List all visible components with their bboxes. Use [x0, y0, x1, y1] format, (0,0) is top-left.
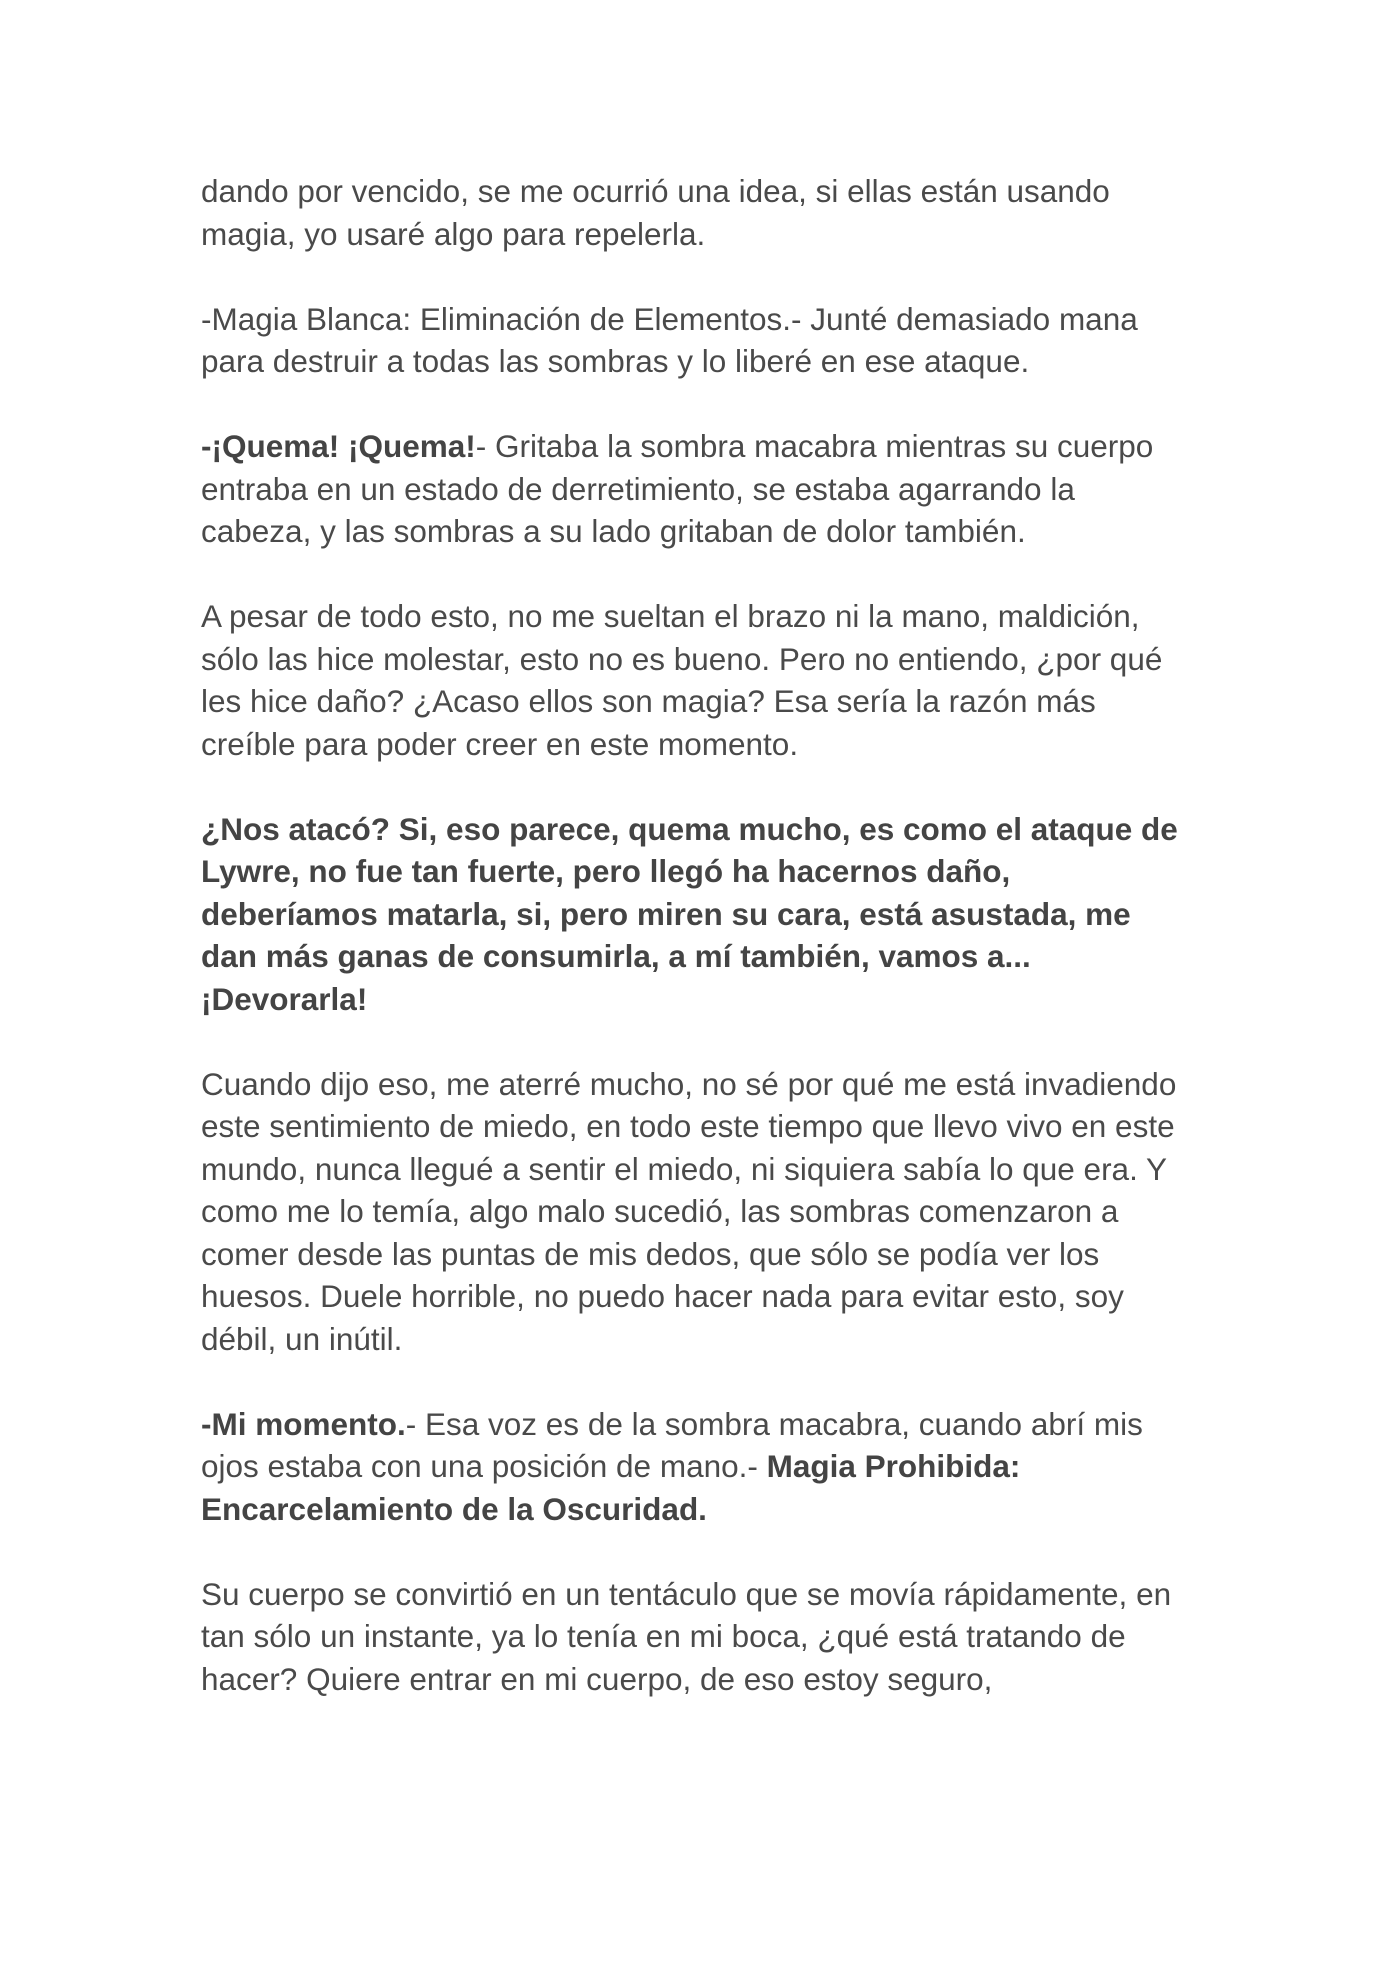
body-text: magia, yo usaré algo para repelerla. — [201, 215, 706, 252]
text-line — [201, 850, 1211, 893]
bold-text: Magia Prohibida: — [766, 1448, 1021, 1484]
text-line — [201, 1615, 1211, 1658]
body-text: dando por vencido, se me ocurrió una idea, si ellas están usando — [201, 173, 1110, 209]
text-line — [201, 468, 1211, 511]
text-line — [201, 1658, 1211, 1701]
bold-text: -Mi momento. — [201, 1405, 406, 1442]
body-text: este sentimiento de miedo, en todo este tiempo que llevo vivo en este — [201, 1108, 1175, 1144]
body-text: - Esa voz es de la sombra macabra, cuando abrí mis — [405, 1405, 1143, 1442]
text-line — [201, 170, 1211, 213]
body-text: Cuando dijo eso, me aterré mucho, no sé por qué me está invadiendo — [201, 1065, 1177, 1102]
text-line — [201, 1573, 1211, 1616]
body-text: comer desde las puntas de mis dedos, que sólo se podía ver los — [201, 1235, 1100, 1272]
body-text: cabeza, y las sombras a su lado gritaban de dolor también. — [201, 513, 1026, 549]
body-text: tan sólo un instante, ya lo tenía en mi boca, ¿qué está tratando de — [201, 1618, 1126, 1654]
text-line — [201, 638, 1211, 681]
body-text: para destruir a todas las sombras y lo liberé en ese ataque. — [201, 343, 1030, 379]
text-line — [201, 340, 1211, 383]
text-line — [201, 808, 1211, 851]
bold-text: ¡Devorarla! — [201, 980, 368, 1017]
bold-text: ¿Nos atacó? Si, eso parece, quema mucho, es como el ataque de — [201, 810, 1178, 847]
text-line — [201, 935, 1211, 978]
text-line — [201, 298, 1211, 341]
text-line — [201, 1318, 1211, 1361]
paragraph — [201, 595, 1211, 765]
bold-text: Encarcelamiento de la Oscuridad. — [201, 1490, 707, 1527]
text-line — [201, 680, 1211, 723]
text-line — [201, 1488, 1211, 1531]
paragraph — [201, 425, 1211, 553]
bold-text: dan más ganas de consumirla, a mí también, vamos a... — [201, 938, 1031, 974]
body-text: - Gritaba la sombra macabra mientras su cuerpo — [475, 428, 1154, 464]
text-line — [201, 1445, 1211, 1488]
document-body — [201, 170, 1211, 1743]
paragraph — [201, 808, 1211, 1021]
bold-text: -¡Quema! ¡Quema! — [201, 428, 476, 464]
text-line — [201, 723, 1211, 766]
text-line — [201, 1233, 1211, 1276]
paragraph — [201, 298, 1211, 383]
paragraph — [201, 1063, 1211, 1361]
paragraph — [201, 1573, 1211, 1701]
body-text: entraba en un estado de derretimiento, se estaba agarrando la — [201, 470, 1075, 507]
body-text: creíble para poder creer en este momento. — [201, 725, 799, 762]
body-text: A pesar de todo esto, no me sueltan el brazo ni la mano, maldición, — [201, 598, 1140, 634]
paragraph — [201, 1403, 1211, 1531]
bold-text: deberíamos matarla, si, pero miren su cara, está asustada, me — [201, 895, 1131, 932]
text-line — [201, 510, 1211, 553]
text-line — [201, 893, 1211, 936]
bold-text: Lywre, no fue tan fuerte, pero llegó ha hacernos daño, — [201, 853, 1011, 889]
text-line — [201, 1190, 1211, 1233]
body-text: mundo, nunca llegué a sentir el miedo, ni siquiera sabía lo que era. Y — [201, 1150, 1168, 1187]
body-text: ojos estaba con una posición de mano.- — [201, 1448, 767, 1484]
body-text: sólo las hice molestar, esto no es bueno. Pero no entiendo, ¿por qué — [201, 640, 1163, 677]
body-text: -Magia Blanca: Eliminación de Elementos.- Junté demasiado mana — [201, 300, 1138, 337]
paragraph — [201, 170, 1211, 255]
text-line — [201, 213, 1211, 256]
text-line — [201, 595, 1211, 638]
text-line — [201, 1403, 1211, 1446]
body-text: Su cuerpo se convirtió en un tentáculo que se movía rápidamente, en — [201, 1575, 1172, 1612]
body-text: hacer? Quiere entrar en mi cuerpo, de eso estoy seguro, — [201, 1660, 993, 1697]
body-text: huesos. Duele horrible, no puedo hacer nada para evitar esto, soy — [201, 1278, 1124, 1314]
body-text: les hice daño? ¿Acaso ellos son magia? Esa sería la razón más — [201, 683, 1096, 719]
text-line — [201, 1063, 1211, 1106]
text-line — [201, 425, 1211, 468]
text-line — [201, 1275, 1211, 1318]
text-line — [201, 978, 1211, 1021]
body-text: como me lo temía, algo malo sucedió, las sombras comenzaron a — [201, 1193, 1119, 1229]
text-line — [201, 1148, 1211, 1191]
text-line — [201, 1105, 1211, 1148]
body-text: débil, un inútil. — [201, 1320, 403, 1357]
